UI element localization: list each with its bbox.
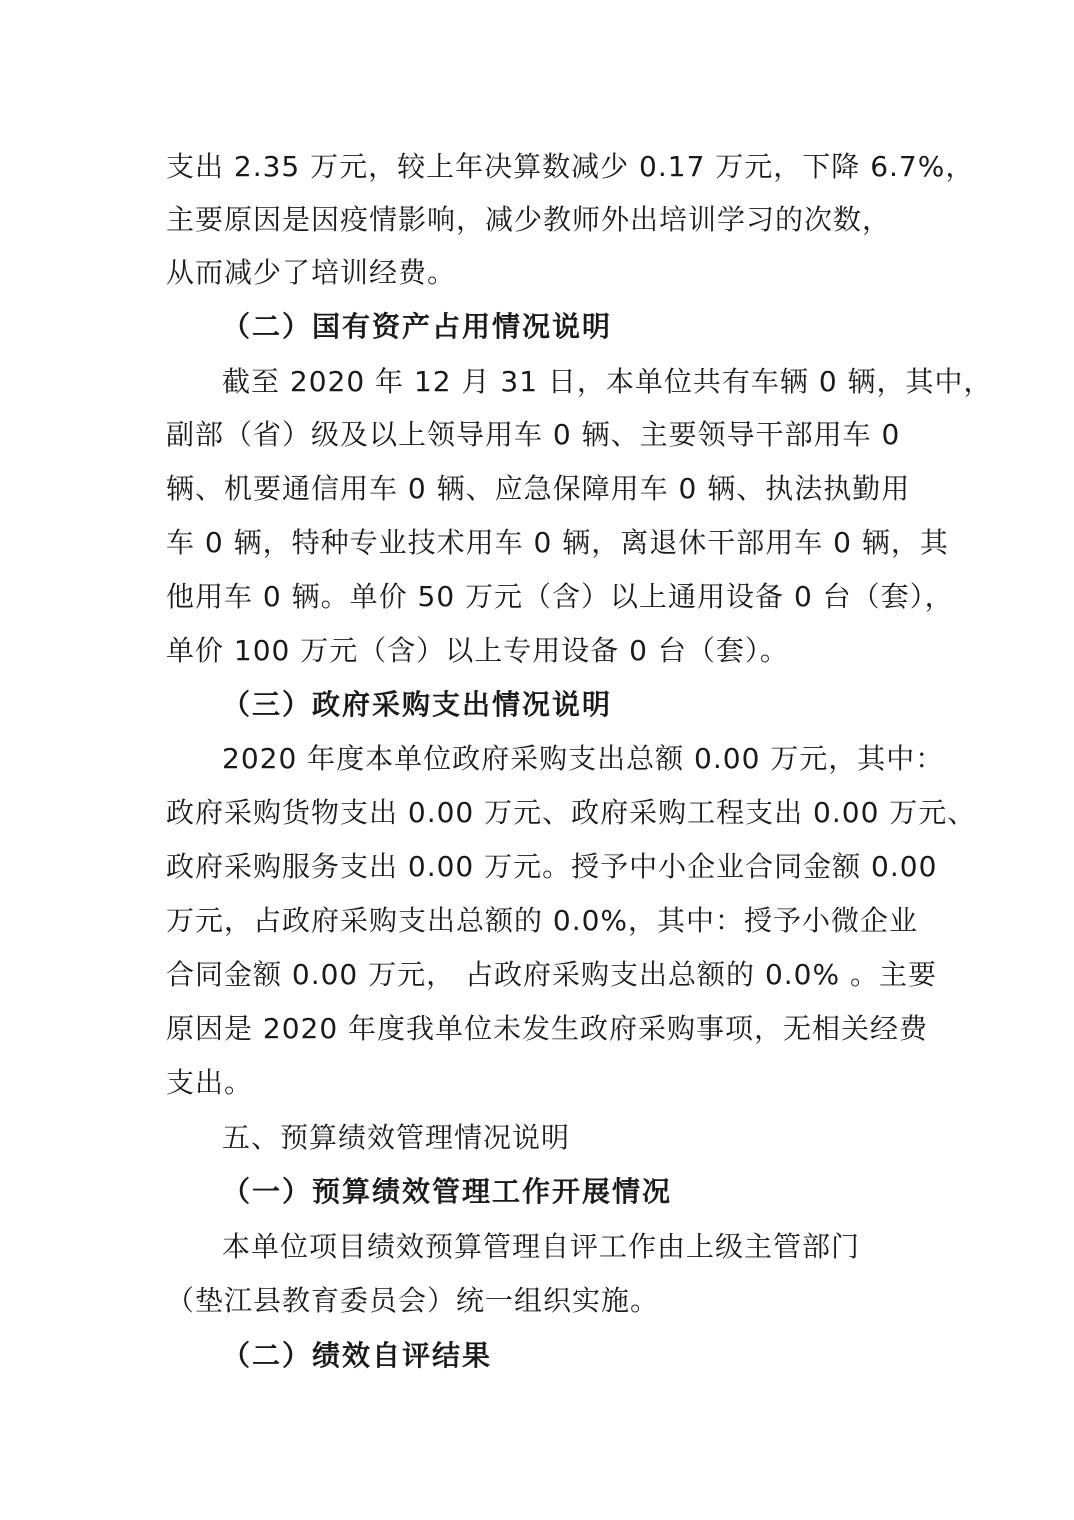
paragraph-line: 副部（省）级及以上领导用车 0 辆、主要领导干部用车 0: [166, 418, 901, 451]
paragraph-line: 截至 2020 年 12 月 31 日，本单位共有车辆 0 辆，其中，: [222, 365, 993, 398]
paragraph-line: 万元，占政府采购支出总额的 0.0%，其中：授予小微企业: [166, 904, 919, 937]
paragraph-line: 主要原因是因疫情影响，减少教师外出培训学习的次数，: [166, 203, 892, 236]
paragraph-line: 政府采购服务支出 0.00 万元。授予中小企业合同金额 0.00: [166, 850, 938, 883]
paragraph-line: 车 0 辆，特种专业技术用车 0 辆，离退休干部用车 0 辆，其: [166, 526, 949, 559]
paragraph-line: 从而减少了培训经费。: [166, 256, 457, 289]
paragraph-line: 原因是 2020 年度我单位未发生政府采购事项，无相关经费: [166, 1012, 929, 1045]
paragraph-line: 单价 100 万元（含）以上专用设备 0 台（套）。: [166, 634, 789, 667]
section-heading-self-evaluation: （二）绩效自评结果: [222, 1339, 493, 1372]
section-heading-performance-work: （一）预算绩效管理工作开展情况: [222, 1175, 673, 1208]
paragraph-line: 政府采购货物支出 0.00 万元、政府采购工程支出 0.00 万元、: [166, 796, 977, 829]
paragraph-line: （垫江县教育委员会）统一组织实施。: [166, 1284, 660, 1317]
paragraph-line: 2020 年度本单位政府采购支出总额 0.00 万元，其中：: [222, 742, 945, 775]
paragraph-line: 合同金额 0.00 万元， 占政府采购支出总额的 0.0% 。主要: [166, 958, 937, 991]
paragraph-line: 支出。: [166, 1066, 254, 1099]
paragraph-line: 辆、机要通信用车 0 辆、应急保障用车 0 辆、执法执勤用: [166, 472, 911, 505]
paragraph-line: 支出 2.35 万元，较上年决算数减少 0.17 万元，下降 6.7%，: [166, 150, 975, 183]
paragraph-line: 本单位项目绩效预算管理自评工作由上级主管部门: [222, 1230, 861, 1263]
paragraph-line: 他用车 0 辆。单价 50 万元（含）以上通用设备 0 台（套），: [166, 580, 954, 613]
section-heading-budget-performance: 五、预算绩效管理情况说明: [222, 1121, 571, 1154]
section-heading-state-assets: （二）国有资产占用情况说明: [222, 310, 613, 343]
section-heading-procurement: （三）政府采购支出情况说明: [222, 688, 613, 721]
